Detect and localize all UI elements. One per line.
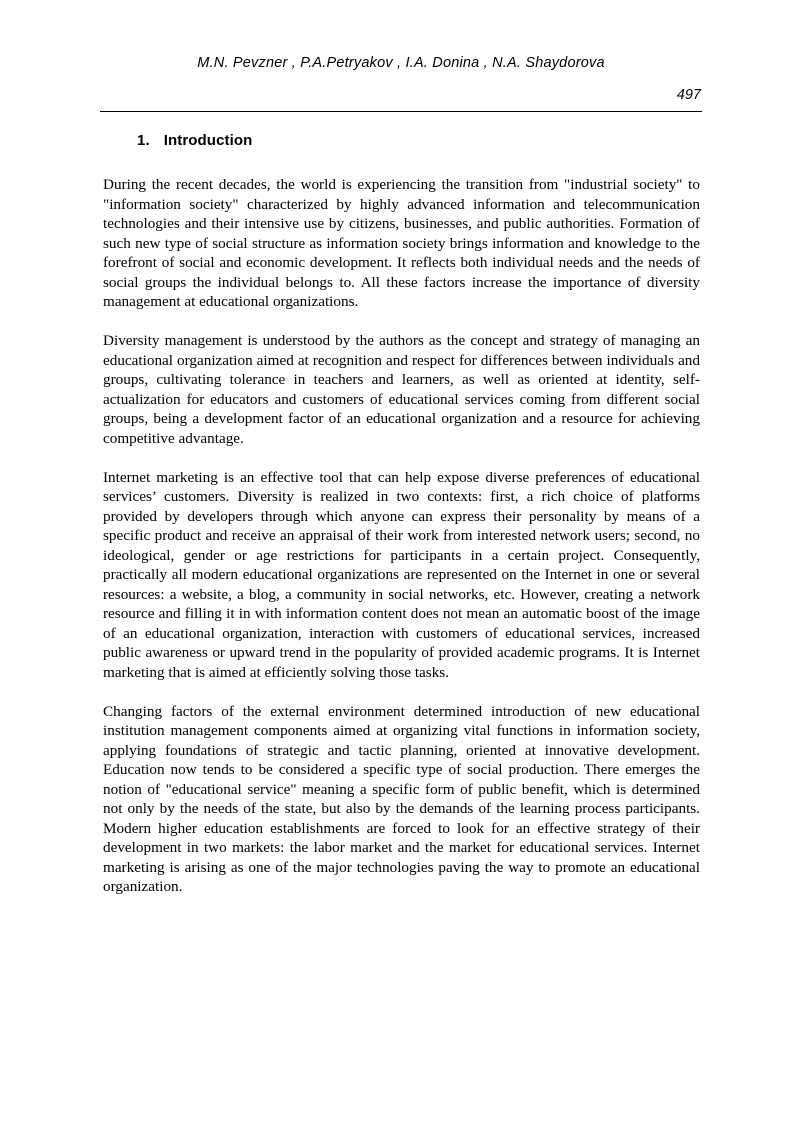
- page-number: 497: [676, 87, 701, 103]
- page-body: [103, 132, 700, 916]
- paragraph-introduction-3: Internet marketing is an effective tool that can help expose diverse preferences of educational services’ customers. Diversity is realized in two contexts: first, a rich choice of platforms provided by developers through which anyone can express their personality by means of a specific product and receive an appraisal of their work from interested network users; second, no ideological, gender or age restrictions for participants in a certain project. Consequently, practically all modern educational organizations are represented on the Internet in one or several resources: a website, a blog, a community in social networks, etc. However, creating a network resource and filling it in with information content does not mean an automatic boost of the image of an educational organization, interaction with customers of educational services, increased public awareness or upward trend in the popularity of provided academic programs. It is Internet marketing that is aimed at efficiently solving those tasks.: [103, 468, 700, 681]
- section-heading: [137, 132, 700, 149]
- header-rule: [100, 111, 702, 112]
- running-header-authors: M.N. Pevzner , P.A.Petryakov , I.A. Donina , N.A. Shaydorova: [197, 55, 605, 71]
- paragraph-introduction-1: During the recent decades, the world is experiencing the transition from "industrial society" to "information society" characterized by highly advanced information and telecommunication technologies and their intensive use by citizens, businesses, and public authorities. Formation of such new type of social structure as information society brings information and knowledge to the forefront of social and economic development. It reflects both individual needs and the needs of social groups the individual belongs to. All these factors increase the importance of diversity management at educational organizations.: [103, 176, 700, 310]
- paragraph-introduction-2: Diversity management is understood by the authors as the concept and strategy of managing an educational organization aimed at recognition and respect for differences between individuals and groups, cultivating tolerance in teachers and learners, as well as oriented at identity, self-actualization for educators and customers of educational services coming from different social groups, being a development factor of an educational organization and a resource for achieving competitive advantage.: [103, 332, 700, 447]
- section-title: Introduction: [163, 132, 253, 149]
- section-number: 1.: [137, 132, 150, 149]
- paragraph-introduction-4: Changing factors of the external environment determined introduction of new educational institution management components aimed at organizing vital functions in information society, applying foundations of strategic and tactic planning, oriented at innovative development. Education now tends to be considered a specific type of social production. There emerges the notion of "educational service" meaning a specific form of public benefit, which is determined not only by the needs of the state, but also by the demands of the learning process participants. Modern higher education establishments are forced to look for an effective strategy of their development in two markets: the labor market and the market for educational services. Internet marketing is arising as one of the major technologies paving the way to promote an educational organization.: [103, 702, 700, 895]
